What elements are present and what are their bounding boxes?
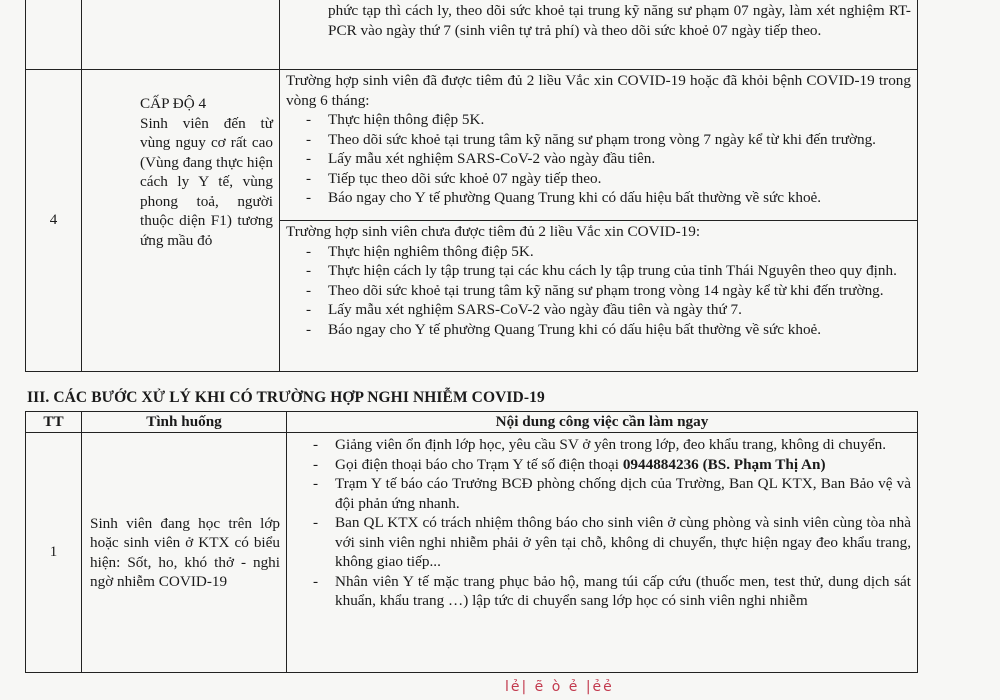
table-row: [26, 433, 918, 673]
header-tt: TT: [26, 412, 82, 433]
level-title: CẤP ĐỘ 4: [140, 95, 207, 112]
list-item: - Báo ngay cho Y tế phường Quang Trung khi có dấu hiệu bất thường về sức khoẻ.: [306, 189, 822, 206]
task-list: [287, 435, 917, 611]
row-number: 4: [26, 70, 82, 372]
response-table: [25, 411, 918, 673]
list-item: - Lấy mẫu xét nghiệm SARS-CoV-2 vào ngày đầu tiên.: [306, 150, 656, 167]
list-item: - Ban QL KTX có trách nhiệm thông báo cho sinh viên ở cùng phòng và sinh viên cùng tòa nhà với sinh viên nghi nhiễm phải ở yên tại chỗ, không di chuyển, thực hiện ngay đeo khẩu trang, không giao tiếp...: [313, 514, 911, 570]
header-situation: Tình huống: [82, 412, 287, 433]
list-item: - Trạm Y tế báo cáo Trưởng BCĐ phòng chống dịch của Trường, Ban QL KTX, Ban Bảo vệ và đội phản ứng nhanh.: [313, 475, 911, 512]
level-description: Sinh viên đến từ vùng nguy cơ rất cao (Vùng đang thực hiện cách ly Y tế, vùng phong toả, người thuộc diện F1) tương ứng mầu đỏ: [140, 114, 273, 249]
continuation-text: phức tạp thì cách ly, theo dõi sức khoẻ tại trung kỹ năng sư phạm 07 ngày, làm xét nghiệm RT- PCR vào ngày thứ 7 (sinh viên tự trả phí) và theo dõi sức khoẻ 07 ngày tiếp theo.: [328, 2, 911, 39]
list-item: - Nhân viên Y tế mặc trang phục bảo hộ, mang túi cấp cứu (thuốc men, test thử, dung dịch sát khuẩn, khẩu trang …) lập tức di chuyển sang lớp học có sinh viên nghi nhiễm: [313, 572, 911, 609]
hotline-number: 0944884236 (BS. Phạm Thị An): [622, 455, 826, 473]
case-a-list: [280, 110, 917, 208]
header-tasks: Nội dung công việc cần làm ngay: [287, 412, 918, 433]
list-item: - Gọi điện thoại báo cho Trạm Y tế số điện thoại 0944884236 (BS. Phạm Thị An): [313, 455, 826, 473]
list-item: - Lấy mẫu xét nghiệm SARS-CoV-2 vào ngày đầu tiên và ngày thứ 7.: [306, 301, 742, 318]
list-item: - Tiếp tục theo dõi sức khoẻ 07 ngày tiếp theo.: [306, 169, 602, 187]
list-item: - Báo ngay cho Y tế phường Quang Trung khi có dấu hiệu bất thường về sức khoẻ.: [306, 320, 822, 338]
case-a-lead: Trường hợp sinh viên đã được tiêm đủ 2 liều Vắc xin COVID-19 hoặc đã khỏi bệnh COVID-19 trong vòng 6 tháng:: [286, 72, 911, 109]
case-b-lead: Trường hợp sinh viên chưa được tiêm đủ 2 liều Vắc xin COVID-19:: [286, 223, 701, 240]
list-item: - Theo dõi sức khoẻ tại trung tâm kỹ năng sư phạm trong vòng 14 ngày kể từ khi đến trường.: [306, 281, 884, 299]
list-item: - Thực hiện cách ly tập trung tại các khu cách ly tập trung của tỉnh Thái Nguyên theo quy định.: [306, 262, 897, 279]
case-b-list: [280, 242, 917, 340]
row-number: 1: [26, 433, 82, 673]
situation-text: Sinh viên đang học trên lớp hoặc sinh viên ở KTX có biểu hiện: Sốt, ho, khó thở - nghi ngờ nhiễm COVID-19: [90, 514, 280, 590]
section-title: III. CÁC BƯỚC XỬ LÝ KHI CÓ TRƯỜNG HỢP NGHI NHIỄM COVID-19: [27, 389, 545, 406]
table-row: [26, 0, 918, 70]
list-item: - Giảng viên ổn định lớp học, yêu cầu SV ở yên trong lớp, đeo khẩu trang, không di chuyển.: [313, 436, 887, 453]
table-header-row: [26, 412, 918, 433]
list-item: - Theo dõi sức khoẻ tại trung tâm kỹ năng sư phạm trong vòng 7 ngày kể từ khi đến trường.: [306, 130, 876, 148]
list-item: - Thực hiện thông điệp 5K.: [306, 111, 485, 128]
level-table: [25, 0, 918, 372]
list-item: - Thực hiện nghiêm thông điệp 5K.: [306, 242, 534, 260]
table-row: [26, 70, 918, 221]
page-stamp: lẻ| ẽ ò ẻ |ẻẻ: [505, 679, 614, 695]
